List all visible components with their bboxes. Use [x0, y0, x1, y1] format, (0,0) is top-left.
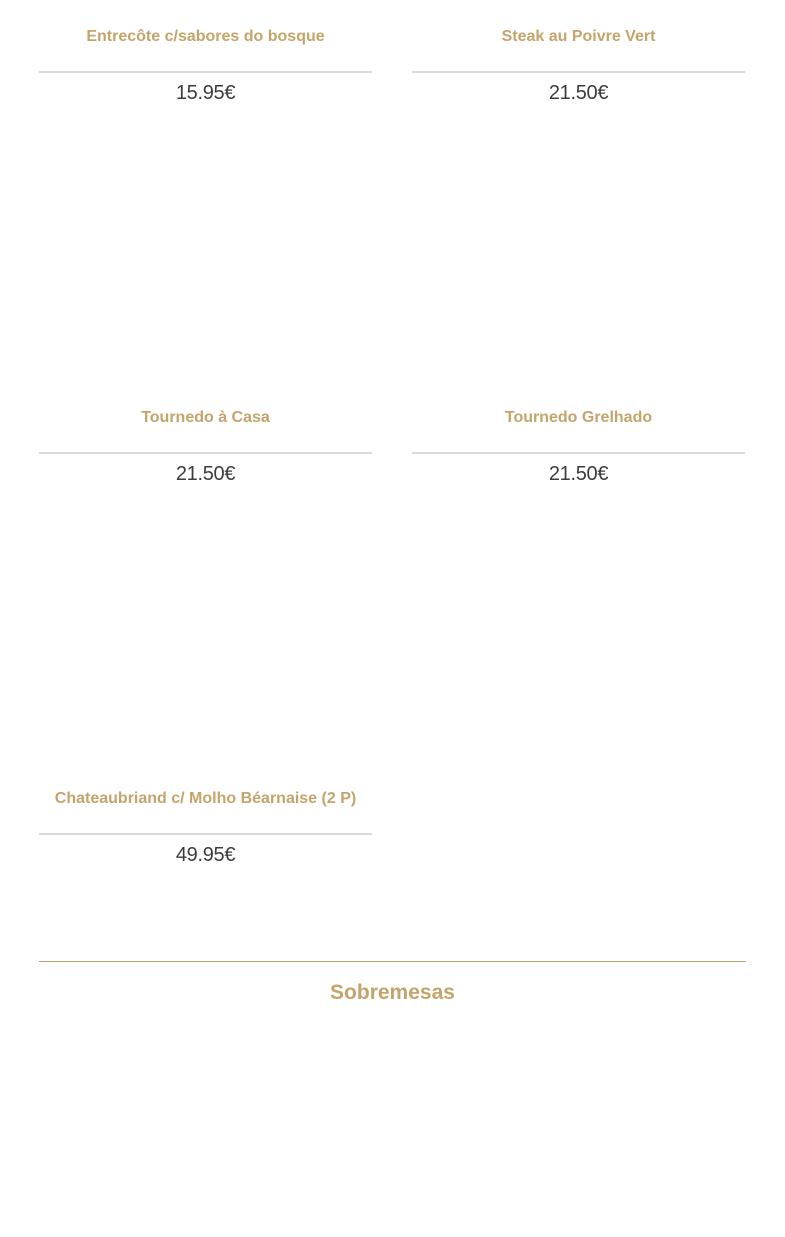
menu-item: [412, 384, 745, 486]
menu-item-name: Tournedo à Casa: [39, 384, 372, 454]
menu-item: [39, 384, 372, 486]
menu-item-name: Chateaubriand c/ Molho Béarnaise (2 P): [39, 765, 372, 835]
menu-item-price: 15.95€: [175, 82, 236, 104]
menu-item-price: 21.50€: [548, 82, 609, 104]
menu-item-price: 49.95€: [175, 844, 236, 866]
menu-item-price: 21.50€: [548, 463, 609, 485]
menu-item: [412, 3, 745, 105]
menu-item: [39, 3, 372, 105]
menu-item-name: Tournedo Grelhado: [412, 384, 745, 454]
section-divider: [39, 961, 746, 962]
section-title-sobremesas: Sobremesas: [330, 981, 455, 1004]
menu-item-name: Entrecôte c/sabores do bosque: [39, 3, 372, 73]
menu-item: [39, 765, 372, 867]
menu-item-price: 21.50€: [175, 463, 236, 485]
menu-item-name: Steak au Poivre Vert: [412, 3, 745, 73]
